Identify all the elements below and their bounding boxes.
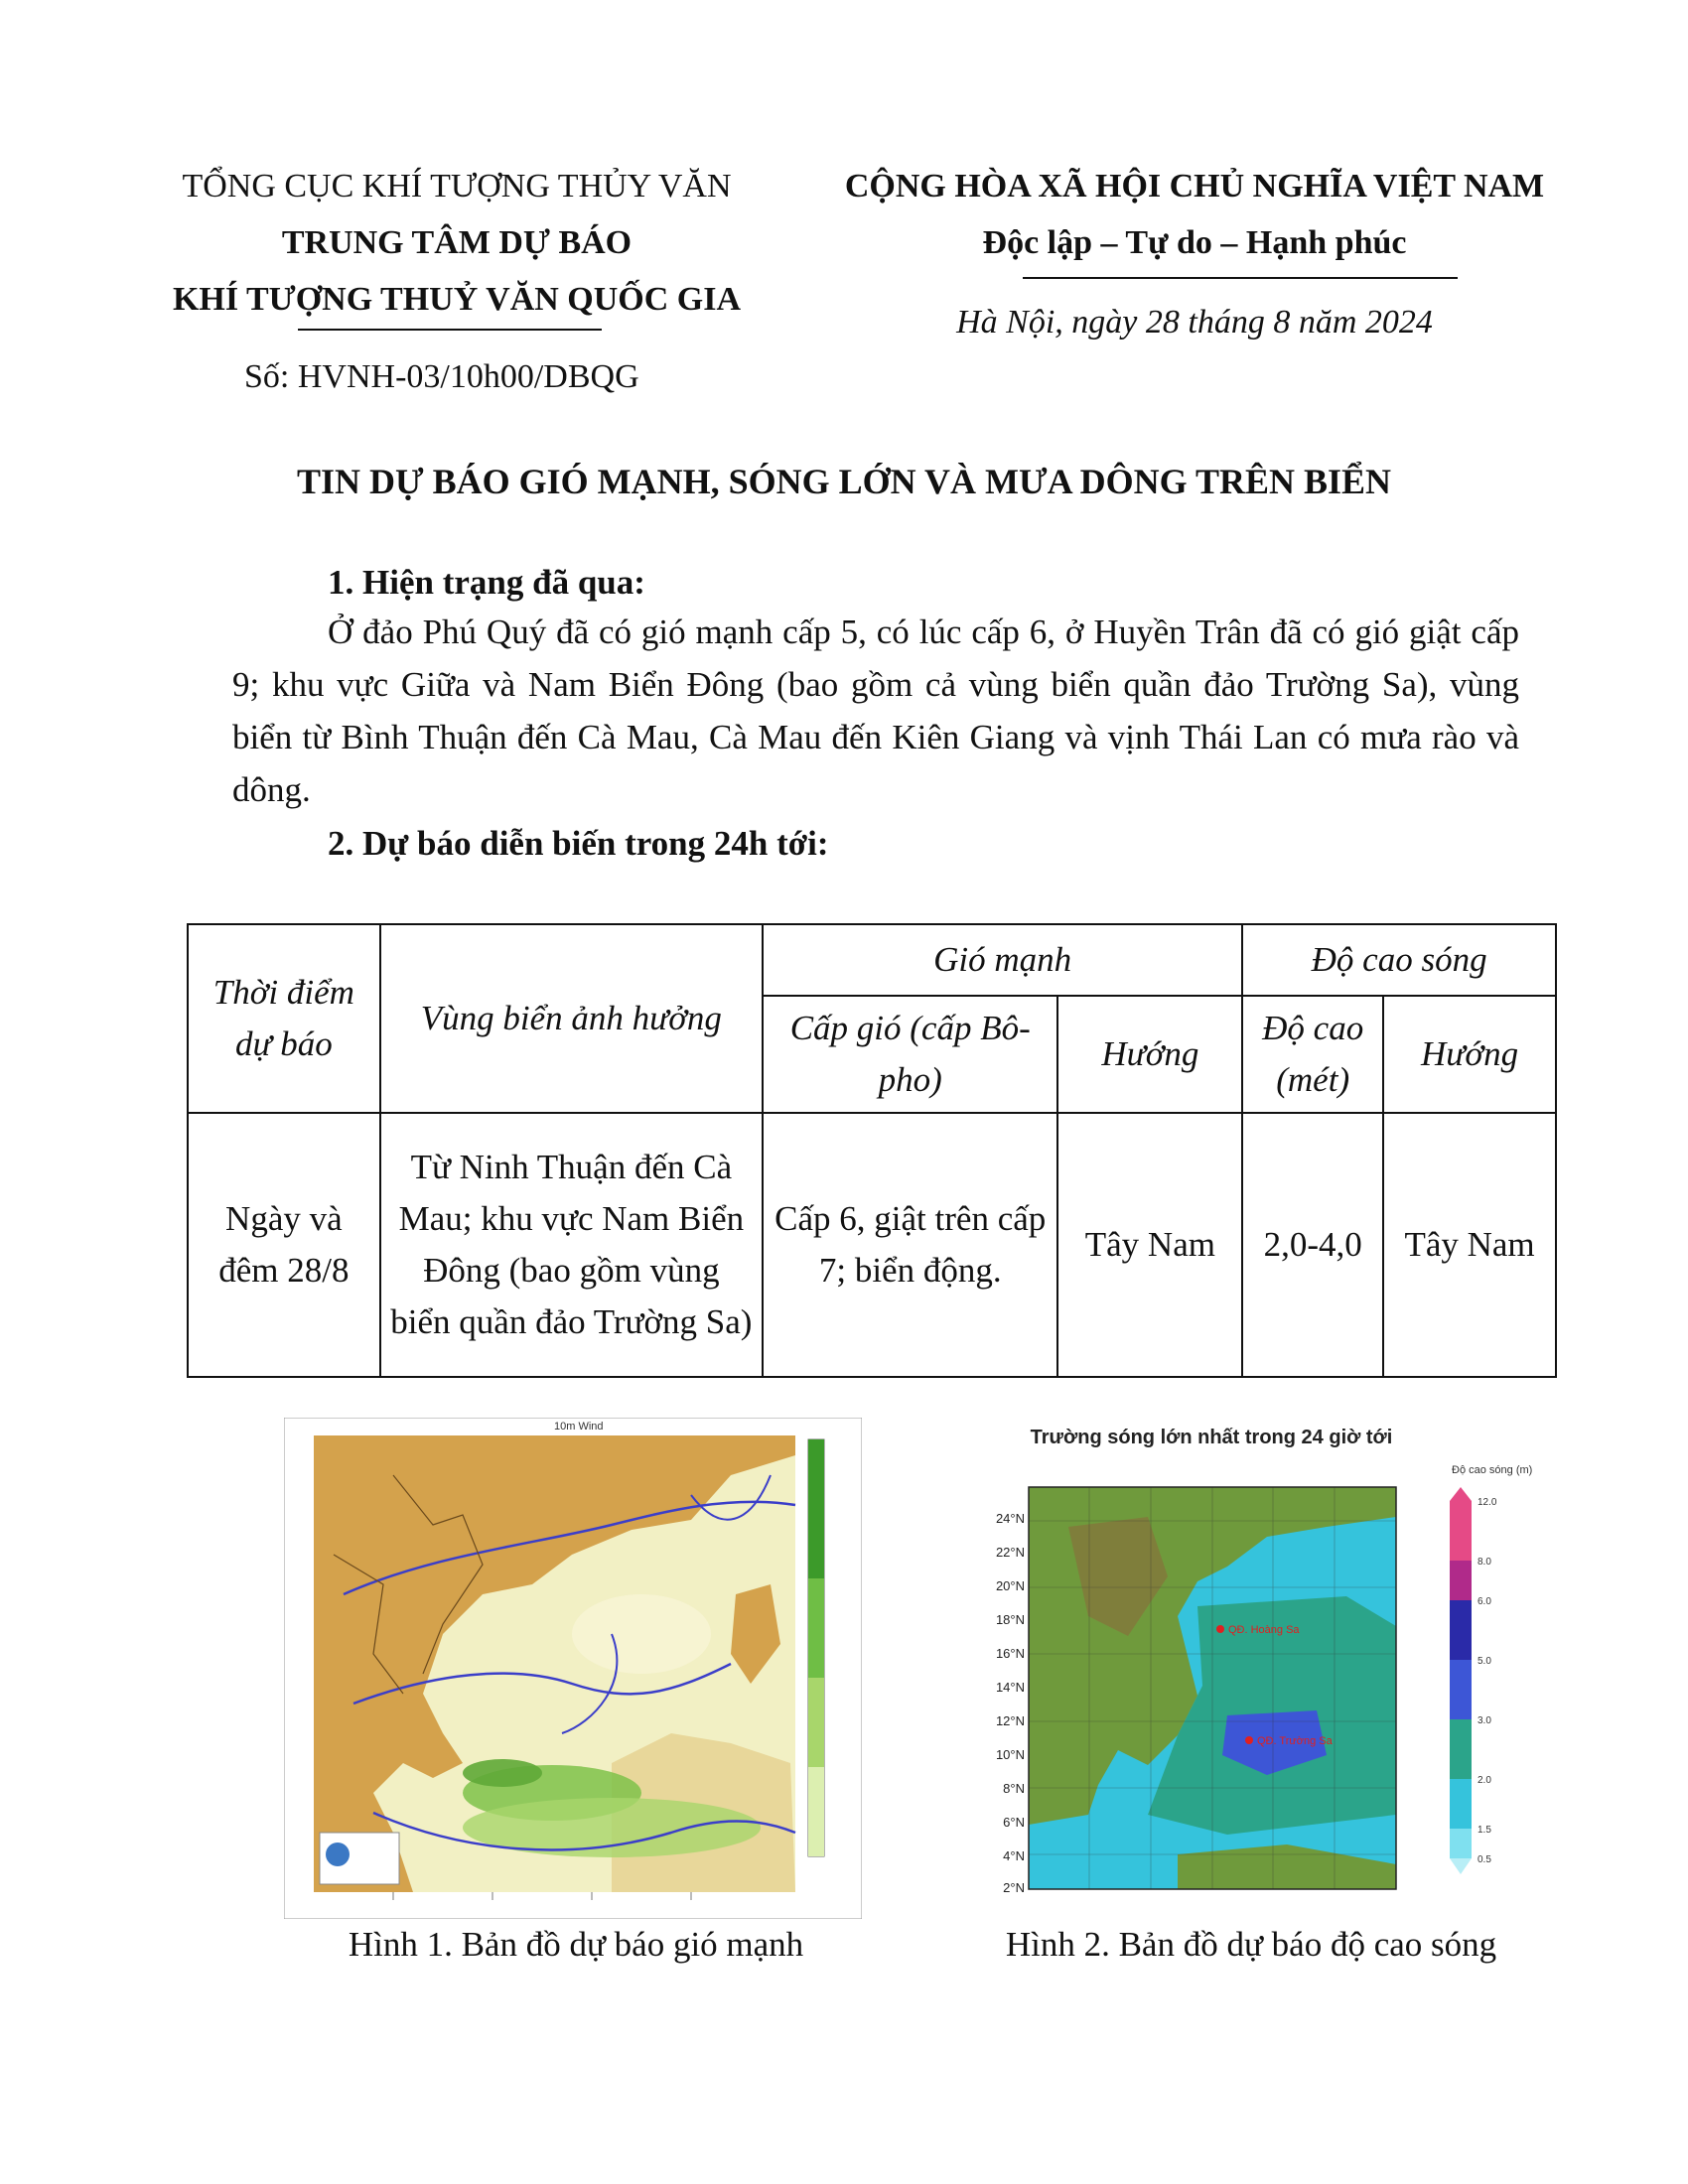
agency-underline (298, 329, 602, 331)
agency-parent: TỔNG CỤC KHÍ TƯỢNG THỦY VĂN (182, 168, 732, 205)
cell-wind-direction: Tây Nam (1057, 1113, 1242, 1377)
lat-label: 8°N (1003, 1781, 1025, 1796)
nation-motto: Độc lập – Tự do – Hạnh phúc (982, 224, 1407, 261)
lat-label: 18°N (995, 1612, 1025, 1627)
header-area: Vùng biển ảnh hưởng (380, 924, 763, 1113)
nation-block (812, 165, 1577, 265)
document-title: TIN DỰ BÁO GIÓ MẠNH, SÓNG LỚN VÀ MƯA DÔNG TRÊN BIỂN (296, 462, 1392, 501)
legend-tick: 1.5 (1477, 1825, 1491, 1836)
header-wind-group: Gió mạnh (763, 924, 1242, 996)
agency-center: TRUNG TÂM DỰ BÁO (281, 224, 633, 261)
lat-label: 22°N (995, 1545, 1025, 1560)
legend-tick: 8.0 (1477, 1557, 1491, 1568)
section-1-heading: 1. Hiện trạng đã qua: (328, 563, 645, 602)
document-date: Hà Nội, ngày 28 tháng 8 năm 2024 (956, 304, 1433, 341)
wind-map-title: 10m Wind (554, 1421, 604, 1433)
legend-tick: 0.5 (1477, 1854, 1491, 1865)
table-header-row (188, 924, 1556, 996)
place-label-truong-sa: QĐ. Trường Sa (1257, 1735, 1333, 1747)
place-label-hoang-sa: QĐ. Hoàng Sa (1228, 1624, 1300, 1636)
cell-time: Ngày và đêm 28/8 (188, 1113, 380, 1377)
wind-forecast-map (284, 1418, 862, 1919)
agency-block (139, 165, 774, 322)
header-wave-height: Độ cao (mét) (1242, 996, 1383, 1113)
lat-label: 20°N (995, 1578, 1025, 1593)
lat-label: 16°N (995, 1646, 1025, 1661)
motto-underline (1023, 277, 1458, 279)
lat-label: 4°N (1003, 1848, 1025, 1863)
header-wind-level: Cấp gió (cấp Bô-pho) (763, 996, 1057, 1113)
legend-tick: 3.0 (1477, 1715, 1491, 1726)
cell-wind-level: Cấp 6, giật trên cấp 7; biển động. (763, 1113, 1057, 1377)
lat-label: 10°N (995, 1747, 1025, 1762)
lat-label: 2°N (1003, 1880, 1025, 1895)
header-time: Thời điểm dự báo (188, 924, 380, 1113)
legend-tick: 6.0 (1477, 1596, 1491, 1607)
legend-tick: 5.0 (1477, 1656, 1491, 1667)
lat-label: 14°N (995, 1680, 1025, 1695)
header-wave-direction: Hướng (1383, 996, 1556, 1113)
wave-map-title: Trường sóng lớn nhất trong 24 giờ tới (1030, 1427, 1393, 1448)
wave-height-map (965, 1418, 1541, 1906)
table-row (188, 1113, 1556, 1377)
forecast-table (187, 923, 1557, 1378)
section-2-heading: 2. Dự báo diễn biến trong 24h tới: (328, 824, 829, 863)
legend-tick: 2.0 (1477, 1775, 1491, 1786)
figure-2-caption: Hình 2. Bản đồ dự báo độ cao sóng (1005, 1925, 1497, 1964)
cell-wave-height: 2,0-4,0 (1242, 1113, 1383, 1377)
lat-label: 12°N (995, 1713, 1025, 1728)
lat-label: 6°N (1003, 1815, 1025, 1830)
header-wind-direction: Hướng (1057, 996, 1242, 1113)
wave-legend-bar (1450, 1487, 1472, 1874)
document-number: Số: HVNH-03/10h00/DBQG (244, 358, 639, 395)
figure-1-caption: Hình 1. Bản đồ dự báo gió mạnh (348, 1925, 804, 1964)
header-wave-group: Độ cao sóng (1242, 924, 1556, 996)
agency-center-full: KHÍ TƯỢNG THUỶ VĂN QUỐC GIA (172, 281, 742, 318)
nation-name: CỘNG HÒA XÃ HỘI CHỦ NGHĨA VIỆT NAM (844, 168, 1545, 205)
cell-area: Từ Ninh Thuận đến Cà Mau; khu vực Nam Biển Đông (bao gồm vùng biển quần đảo Trường Sa) (380, 1113, 763, 1377)
section-1-paragraph: Ở đảo Phú Quý đã có gió mạnh cấp 5, có lúc cấp 6, ở Huyền Trân đã có gió giật cấp 9; khu vực Giữa và Nam Biển Đông (bao gồm cả vùng biển quần đảo Trường Sa), vùng biển từ Bình Thuận đến Cà Mau, Cà Mau đến Kiên Giang và vịnh Thái Lan có mưa rào và dông. (232, 613, 1519, 809)
wave-legend-title: Độ cao sóng (m) (1452, 1464, 1533, 1476)
legend-tick: 12.0 (1477, 1497, 1497, 1508)
cell-wave-direction: Tây Nam (1383, 1113, 1556, 1377)
lat-label: 24°N (995, 1511, 1025, 1526)
